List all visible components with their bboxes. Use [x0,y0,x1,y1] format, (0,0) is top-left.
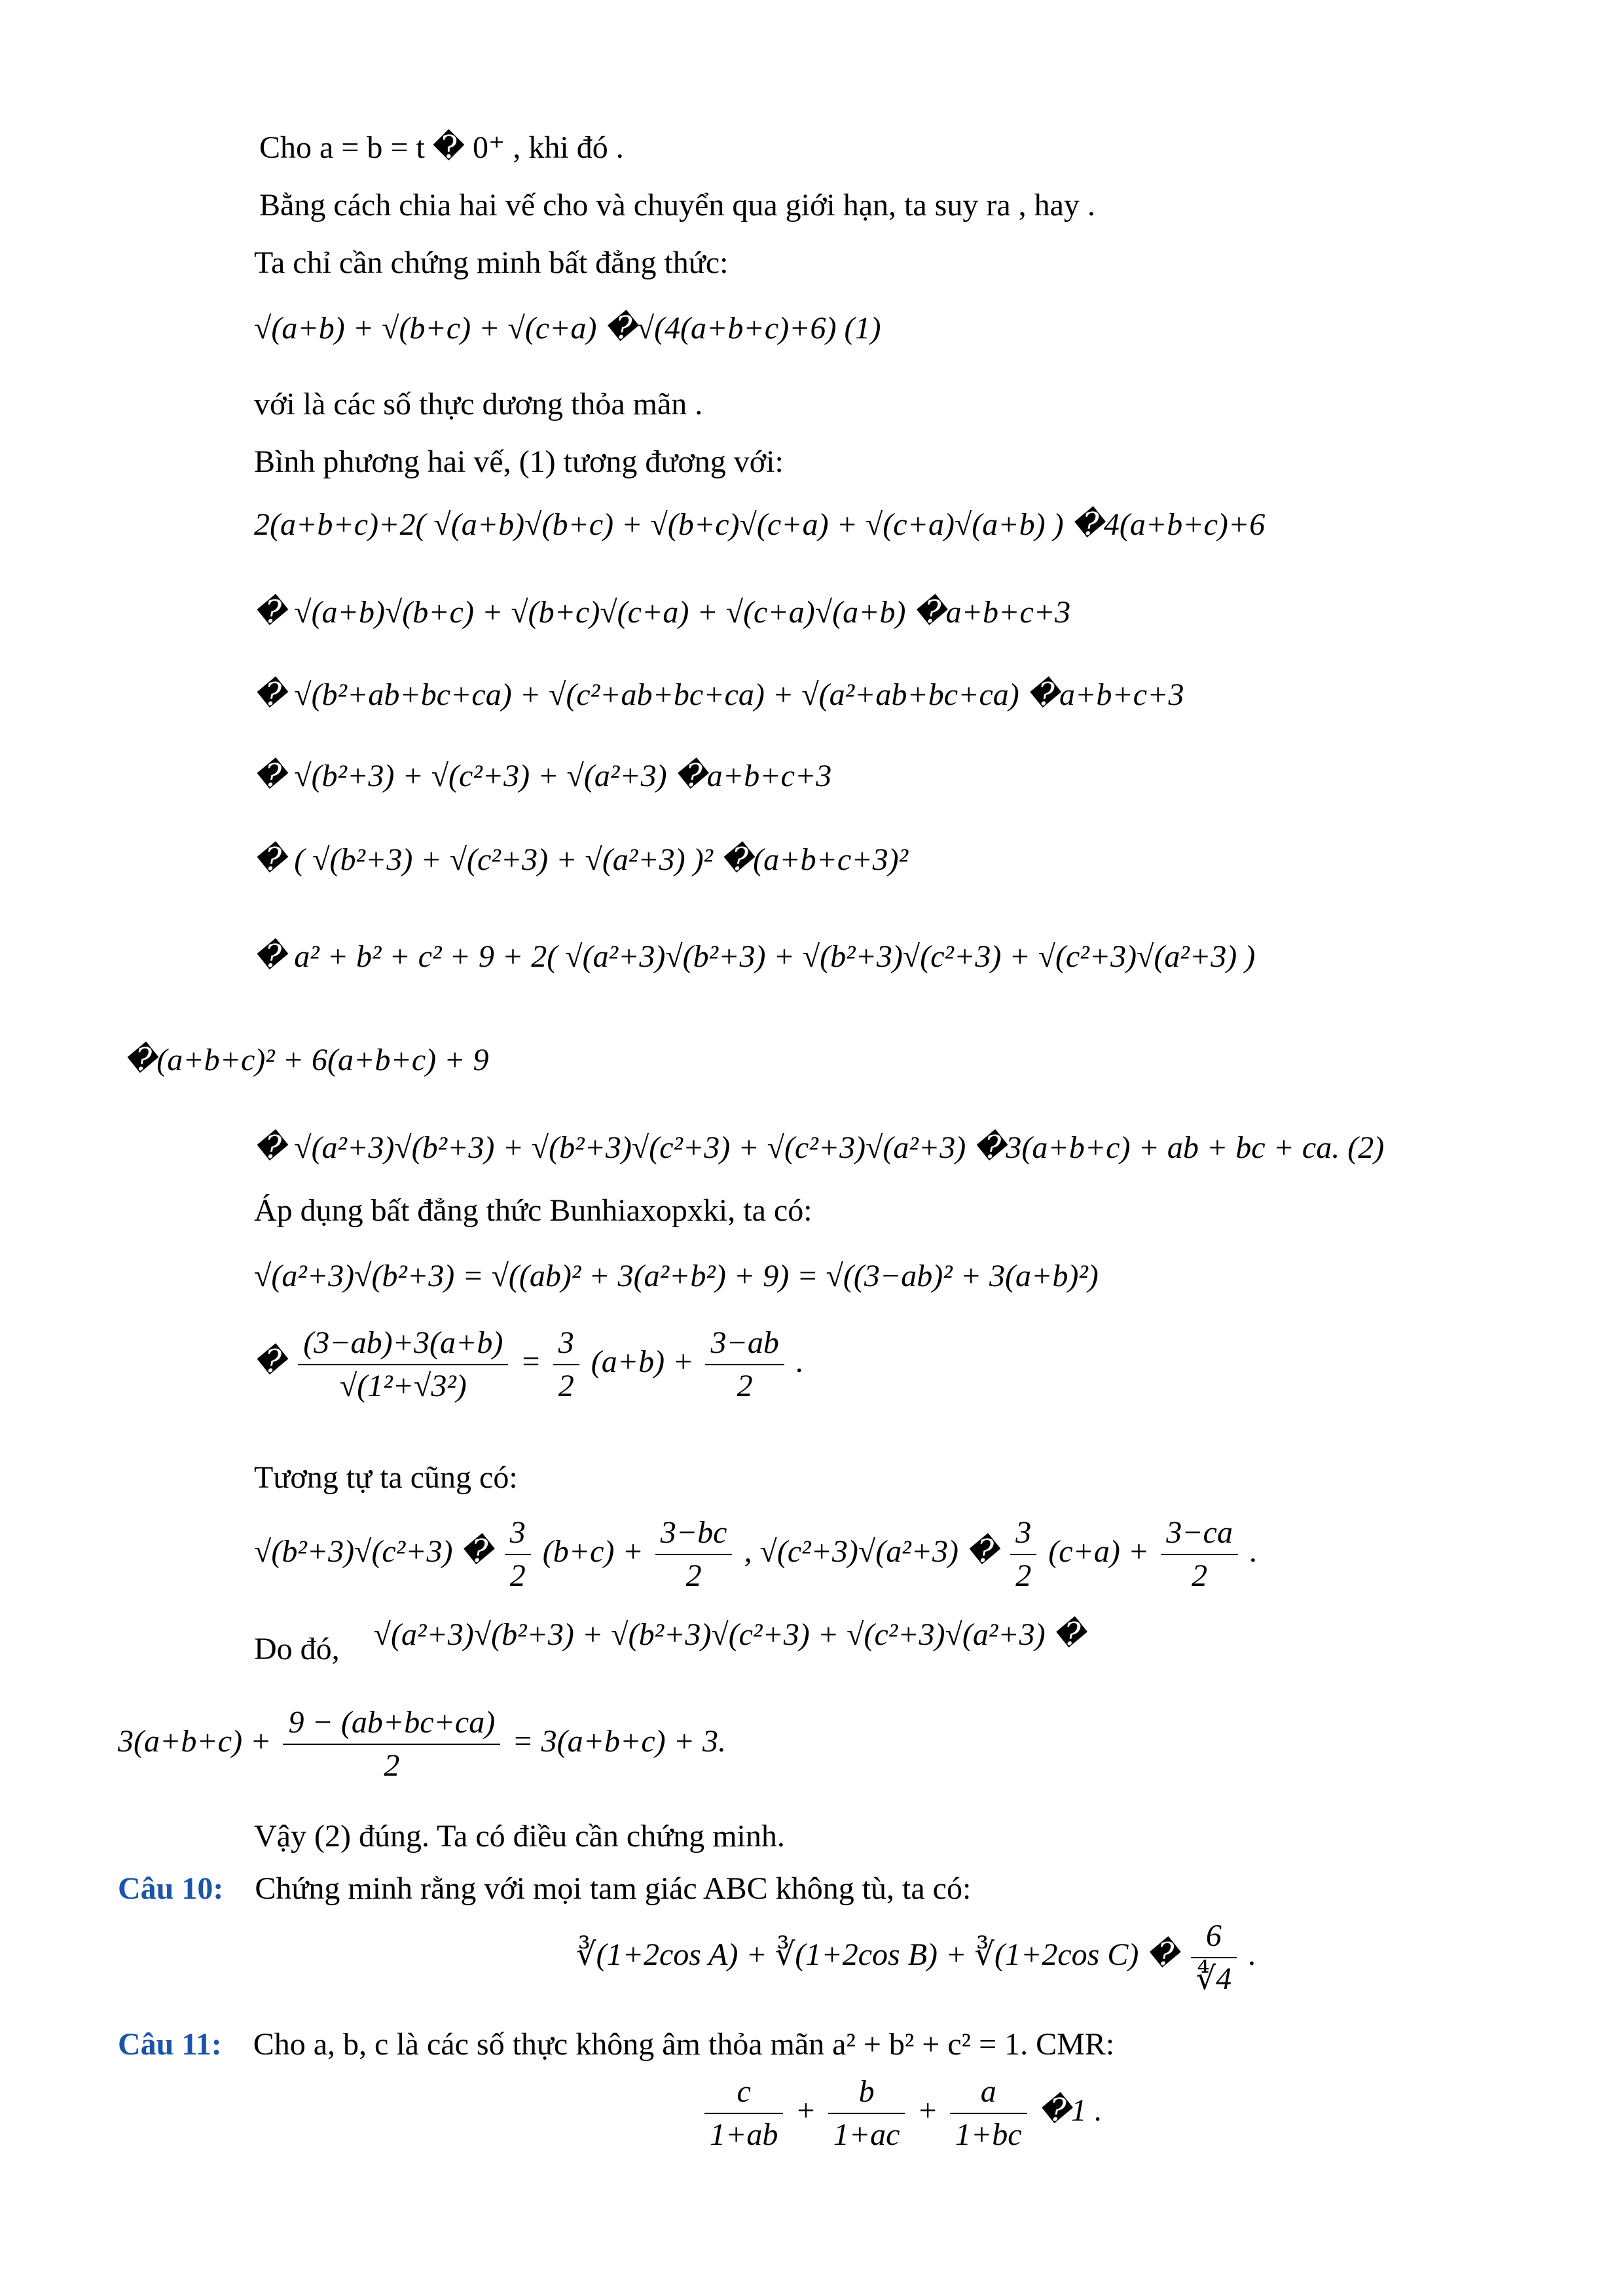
math-line-fraction [701,2071,1103,2156]
text-line: Bình phương hai vế, (1) tương đương với: [254,444,784,479]
period: . [795,1344,804,1380]
numerator: b [828,2071,905,2114]
numerator: 3−ca [1161,1512,1238,1555]
fraction [1010,1512,1036,1597]
math-line: � √(a+b)√(b+c) + √(b+c)√(c+a) + √(c+a)√(a+b) �a+b+c+3 [254,595,1071,630]
text-line [254,1617,1085,1669]
term: �1 [1038,2093,1087,2128]
denominator: 2 [1015,1558,1032,1593]
term: , √(c²+3)√(a²+3) � [744,1534,999,1570]
math-line-fraction [254,1322,804,1407]
question-label: Câu 11: [118,2027,222,2062]
math-line: √(a+b) + √(b+c) + √(c+a) �√(4(a+b+c)+6) (1) [254,311,881,346]
numerator: 3 [1010,1512,1036,1555]
math-line: √(a²+3)√(b²+3) = √((ab)² + 3(a²+b²) + 9) = √((3−ab)² + 3(a+b)²) [254,1259,1099,1293]
numerator: 3 [553,1322,579,1365]
numerator: 6 [1191,1915,1237,1958]
math-line: 2(a+b+c)+2( √(a+b)√(b+c) + √(b+c)√(c+a) + √(c+a)√(a+b) ) �4(a+b+c)+6 [254,507,1266,542]
question-text: Cho a, b, c là các số thực không âm thỏa mãn a² + b² + c² = 1. CMR: [253,2027,1115,2062]
term: √(b²+3)√(c²+3) � [254,1534,493,1570]
period: . [1249,1937,1257,1973]
numerator: 3−ab [705,1322,784,1365]
lead-text: Do đó, [254,1632,340,1666]
math-line-fraction [576,1915,1256,2000]
denominator: 2 [384,1748,400,1783]
numerator: 9 − (ab+bc+ca) [283,1702,500,1745]
denominator: 1+ab [710,2117,778,2152]
text-line: Vậy (2) đúng. Ta có điều cần chứng minh. [254,1819,785,1854]
denominator: 2 [685,1558,702,1593]
denominator: 2 [737,1369,753,1403]
fraction [705,1322,784,1407]
fraction [283,1702,500,1787]
text-line: Cho a = b = t � 0⁺ , khi đó . [259,130,624,165]
numerator: a [950,2071,1027,2114]
denominator: 2 [558,1369,574,1403]
fraction [1161,1512,1238,1597]
denominator: 2 [1192,1558,1208,1593]
term: (a+b) + [591,1344,694,1380]
plus: + [795,2093,816,2128]
fraction [553,1322,579,1407]
numerator: c [704,2071,783,2114]
period: . [1094,2093,1103,2128]
denominator: √(1²+√3²) [339,1369,467,1403]
denominator: 1+bc [955,2117,1022,2152]
denominator: ∜4 [1195,1962,1232,1996]
term: 3(a+b+c) + [118,1724,272,1759]
math-line: � ( √(b²+3) + √(c²+3) + √(a²+3) )² �(a+b+c+3)² [254,842,908,877]
math-line: �(a+b+c)² + 6(a+b+c) + 9 [124,1043,489,1077]
term: ∛(1+2cos A) + ∛(1+2cos B) + ∛(1+2cos C) � [576,1937,1179,1973]
question-label: Câu 10: [118,1871,224,1906]
text-line: Tương tự ta cũng có: [254,1460,518,1495]
plus: + [917,2093,938,2128]
question-11 [118,2025,1114,2064]
fraction [1191,1915,1237,2000]
period: . [1249,1534,1258,1570]
denominator: 1+ac [833,2117,900,2152]
text-line: Bằng cách chia hai vế cho và chuyển qua giới hạn, ta suy ra , hay . [259,188,1095,223]
term: (b+c) + [542,1534,644,1570]
text-line: Áp dụng bất đẳng thức Bunhiaxopxki, ta có: [254,1193,812,1228]
numerator: 3 [505,1512,531,1555]
denominator: 2 [509,1558,526,1593]
fraction [950,2071,1027,2156]
question-text: Chứng minh rằng với mọi tam giác ABC không tù, ta có: [255,1871,972,1906]
math-line-fraction [118,1702,726,1787]
math-line: � √(a²+3)√(b²+3) + √(b²+3)√(c²+3) + √(c²+3)√(a²+3) �3(a+b+c) + ab + bc + ca. (2) [254,1130,1385,1165]
numerator: 3−bc [655,1512,733,1555]
fraction [704,2071,783,2156]
equals: = [520,1344,549,1380]
math-line: � √(b²+3) + √(c²+3) + √(a²+3) �a+b+c+3 [254,759,832,793]
fraction [298,1322,508,1407]
fraction [505,1512,531,1597]
math-line: � √(b²+ab+bc+ca) + √(c²+ab+bc+ca) + √(a²+ab+bc+ca) �a+b+c+3 [254,677,1184,712]
geq-symbol: � [254,1344,287,1380]
fraction [655,1512,733,1597]
fraction [828,2071,905,2156]
text-line: Ta chỉ cần chứng minh bất đẳng thức: [254,245,729,280]
term: = 3(a+b+c) + 3. [512,1724,727,1759]
math-inline: √(a²+3)√(b²+3) + √(b²+3)√(c²+3) + √(c²+3)√(a²+3) � [373,1617,1085,1652]
math-line-fraction [254,1512,1258,1597]
term: (c+a) + [1048,1534,1150,1570]
text-line: với là các số thực dương thỏa mãn . [254,387,703,422]
math-line: � a² + b² + c² + 9 + 2( √(a²+3)√(b²+3) + √(b²+3)√(c²+3) + √(c²+3)√(a²+3) ) [254,939,1256,974]
question-10 [118,1869,971,1909]
numerator: (3−ab)+3(a+b) [298,1322,508,1365]
